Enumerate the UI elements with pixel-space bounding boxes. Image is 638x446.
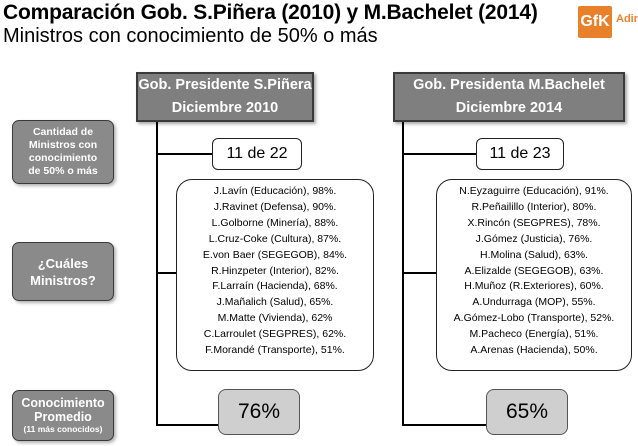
row-label-cantidad-line: conocimiento: [28, 152, 98, 164]
minister-item: H.Muñoz (R.Exteriores), 60%.: [464, 280, 604, 293]
row-label-cuales-line: Ministros?: [30, 272, 96, 288]
minister-item: J.Mañalich (Salud), 65%.: [216, 296, 334, 309]
minister-item: M.Matte (Vivienda), 62%: [217, 312, 333, 325]
minister-item: A.Gómez-Lobo (Transporte), 52%.: [453, 312, 615, 325]
pinera-count: 11 de 22: [212, 138, 302, 170]
minister-item: N.Eyzaguirre (Educación), 91%.: [459, 185, 609, 197]
minister-item: X.Rincón (SEGPRES), 78%.: [467, 216, 601, 229]
minister-item: H.Molina (Salud), 63%.: [480, 248, 588, 261]
bachelet-header: [393, 72, 625, 122]
minister-item: L.Golborne (Minería), 88%.: [211, 216, 339, 229]
bachelet-header-line1: Gob. Presidenta M.Bachelet: [413, 77, 605, 93]
row-label-cuales-line: ¿Cuáles: [37, 255, 89, 271]
minister-item: J.Lavín (Educación), 98%.: [213, 185, 337, 197]
minister-item: E.von Baer (SEGEGOB), 84%.: [202, 248, 348, 261]
row-label-promedio-line: Promedio: [34, 410, 92, 424]
page-title: Comparación Gob. S.Piñera (2010) y M.Bachelet (2014): [3, 1, 538, 24]
pinera-header: [136, 72, 314, 122]
row-label-cantidad-line: Ministros con: [28, 139, 98, 151]
minister-item: A.Elizalde (SEGEGOB), 63%.: [464, 264, 604, 277]
row-label-cuales: [12, 242, 114, 301]
connector-pinera-average: [156, 424, 218, 426]
bachelet-header-line2: Diciembre 2014: [455, 100, 563, 116]
logo-mark: GfK: [578, 6, 612, 38]
row-label-promedio-note: (11 más conocidos): [23, 424, 103, 434]
minister-item: A.Arenas (Hacienda), 50%.: [470, 344, 598, 357]
minister-item: M.Pacheco (Energía), 51%.: [469, 328, 599, 341]
connector-bachelet-count: [402, 153, 476, 155]
pinera-average: 76%: [218, 389, 300, 435]
minister-item: J.Gómez (Justicia), 76%.: [475, 232, 593, 245]
minister-item: R.Hinzpeter (Interior), 82%.: [211, 264, 339, 277]
minister-item: L.Cruz-Coke (Cultura), 87%.: [208, 232, 342, 245]
minister-item: J.Ravinet (Defensa), 90%.: [213, 200, 337, 213]
bachelet-count: 11 de 23: [476, 138, 564, 170]
pinera-header-line2: Diciembre 2010: [171, 100, 279, 116]
minister-item: F.Larraín (Hacienda), 68%.: [212, 280, 338, 293]
bachelet-ministers-list: [436, 179, 632, 371]
connector-bachelet-average: [402, 424, 486, 426]
row-label-cantidad-line: de 50% o más: [28, 165, 98, 177]
row-label-promedio: [12, 390, 114, 441]
pinera-ministers-list: [176, 179, 374, 371]
connector-pinera-list: [156, 272, 176, 274]
logo-word: Adir: [616, 13, 638, 25]
pinera-header-line1: Gob. Presidente S.Piñera: [138, 77, 312, 93]
page-subtitle: Ministros con conocimiento de 50% o más: [3, 25, 378, 47]
minister-item: F.Morandé (Transporte), 51%.: [205, 344, 345, 357]
connector-bachelet-list: [402, 272, 436, 274]
gfk-logo: [572, 0, 638, 46]
row-label-promedio-line: Conocimiento: [21, 396, 105, 410]
bachelet-average: 65%: [486, 389, 568, 435]
row-label-cantidad: [12, 120, 114, 184]
minister-item: C.Larroulet (SEGPRES), 62%.: [203, 328, 347, 341]
connector-pinera-count: [156, 153, 212, 155]
minister-item: A.Undurraga (MOP), 55%.: [472, 296, 596, 309]
minister-item: R.Peñailillo (Interior), 80%.: [471, 200, 597, 213]
row-label-cantidad-line: Cantidad de: [32, 126, 94, 138]
